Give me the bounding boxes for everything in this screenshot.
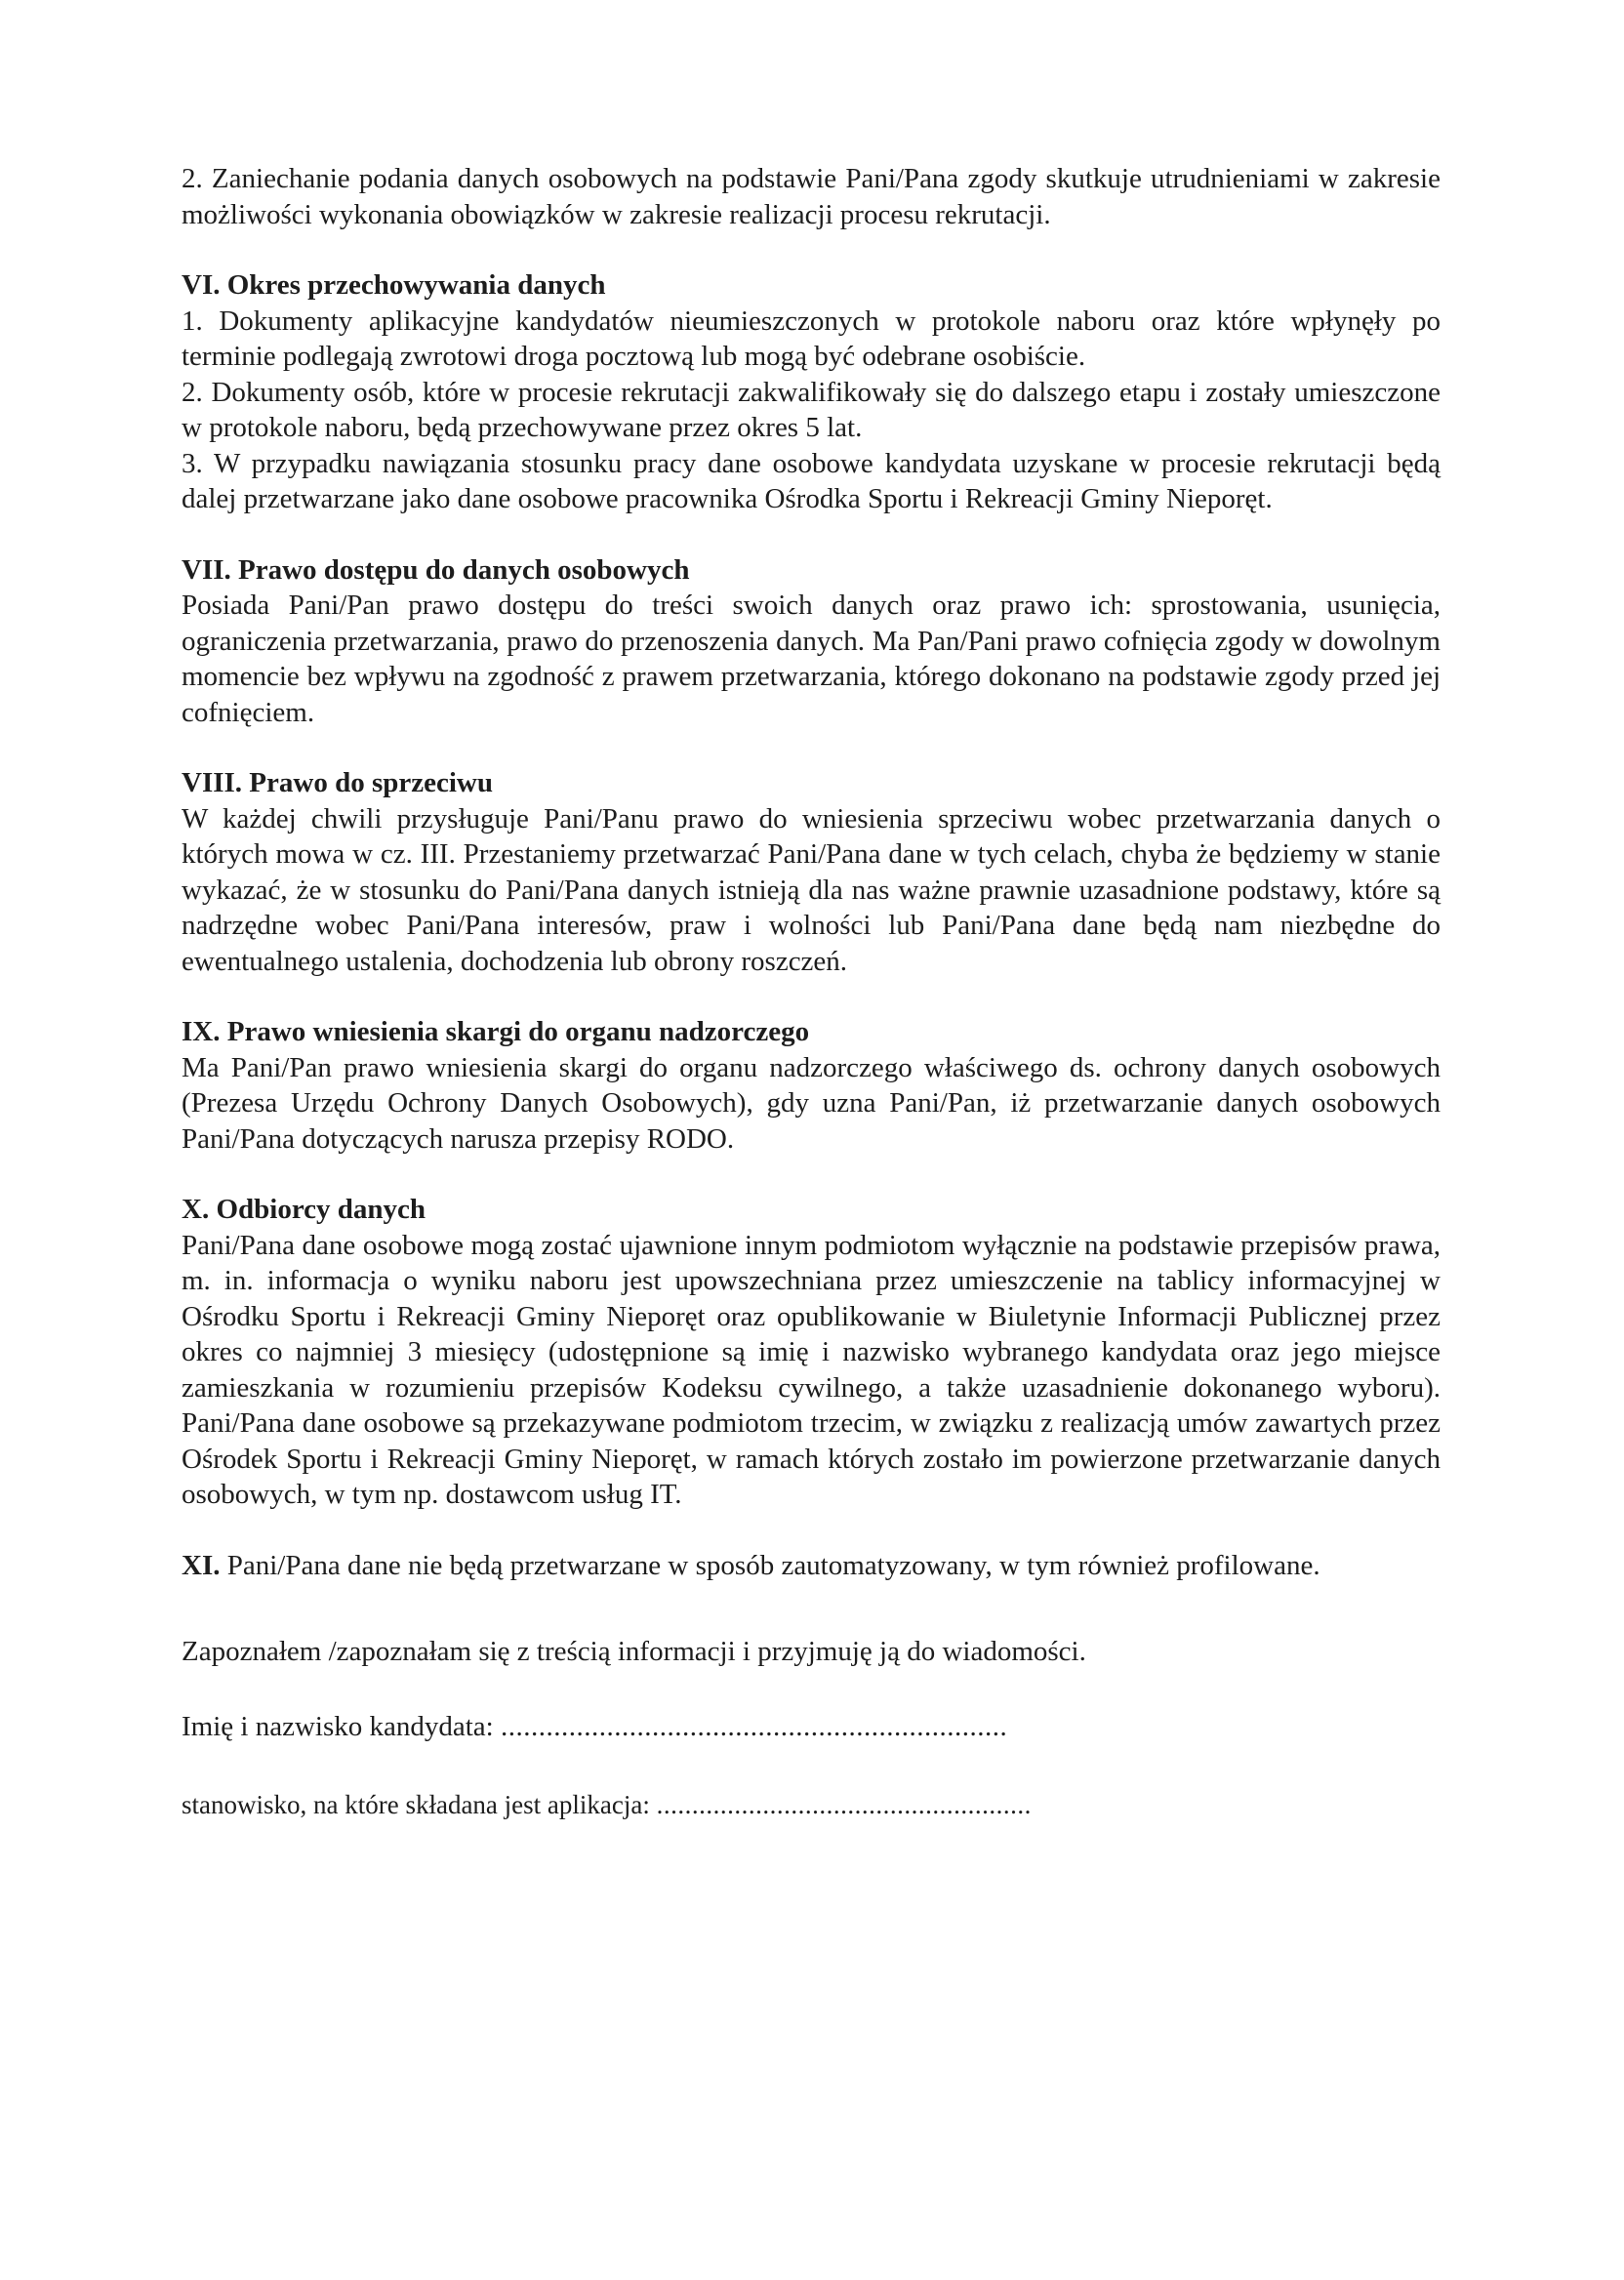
section-xi: [182, 1548, 1441, 1584]
section-viii: [182, 765, 1441, 979]
section-heading: X. Odbiorcy danych: [182, 1194, 426, 1225]
paragraph: Pani/Pana dane osobowe mogą zostać ujawnione innym podmiotom wyłącznie na podstawie przepisów prawa, m. in. informacja o wyniku naboru jest upowszechniana przez umieszczenie na tablicy informacyjnej w Ośrodku Sportu i Rekreacji Gminy Nieporęt oraz opublikowanie w Biuletynie Informacji Publicznej przez okres co najmniej 3 miesięcy (udostępnione są imię i nazwisko wybranego kandydata oraz jego miejsce zamieszkania w rozumieniu przepisów Kodeksu cywilnego, a także uzasadnienie dokonanego wyboru). Pani/Pana dane osobowe są przekazywane podmiotom trzecim, w związku z realizacją umów zawartych przez Ośrodek Sportu i Rekreacji Gminy Nieporęt, w ramach których zostało im powierzone przetwarzanie danych osobowych, w tym np. dostawcom usług IT.: [182, 1229, 1441, 1510]
position-blank: .....................................................: [656, 1790, 1032, 1819]
section-heading: VII. Prawo dostępu do danych osobowych: [182, 553, 690, 586]
section-vi: [182, 267, 1441, 517]
section-ix: [182, 1014, 1441, 1157]
section-vii: [182, 552, 1441, 731]
section-x: [182, 1192, 1441, 1513]
candidate-name-label: Imię i nazwisko kandydata:: [182, 1710, 501, 1742]
document-page: [182, 161, 1441, 1823]
section-v-continuation: [182, 161, 1441, 232]
paragraph: W każdej chwili przysługuje Pani/Panu prawo do wniesienia sprzeciwu wobec przetwarzania danych o których mowa w cz. III. Przestaniemy przetwarzać Pani/Pana dane w tych celach, chyba że będziemy w stanie wykazać, że w stosunku do Pani/Pana danych istnieją dla nas ważne prawnie uzasadnione podstawy, które są nadrzędne wobec Pani/Pana interesów, praw i wolności lub Pani/Pana dane będą nam niezbędne do ewentualnego ustalenia, dochodzenia lub obrony roszczeń.: [182, 802, 1441, 977]
position-field: [182, 1787, 1441, 1823]
position-label: stanowisko, na które składana jest aplikacja:: [182, 1790, 657, 1819]
paragraph: 3. W przypadku nawiązania stosunku pracy dane osobowe kandydata uzyskane w procesie rekrutacji będą dalej przetwarzane jako dane osobowe pracownika Ośrodka Sportu i Rekreacji Gminy Nieporęt.: [182, 447, 1441, 514]
paragraph: 1. Dokumenty aplikacyjne kandydatów nieumieszczonych w protokole naboru oraz które wpłynęły po terminie podlegają zwrotowi droga pocztową lub mogą być odebrane osobiście.: [182, 305, 1441, 372]
paragraph: Ma Pani/Pan prawo wniesienia skargi do organu nadzorczego właściwego ds. ochrony danych osobowych (Prezesa Urzędu Ochrony Danych Osobowych), gdy uzna Pani/Pan, iż przetwarzanie danych osobowych Pani/Pana dotyczących narusza przepisy RODO.: [182, 1051, 1441, 1155]
candidate-name-field: [182, 1709, 1441, 1745]
paragraph: 2. Dokumenty osób, które w procesie rekrutacji zakwalifikowały się do dalszego etapu i zostały umieszczone w protokole naboru, będą przechowywane przez okres 5 lat.: [182, 376, 1441, 443]
acknowledgement-statement: Zapoznałem /zapoznałam się z treścią informacji i przyjmuję ją do wiadomości.: [182, 1636, 1086, 1667]
section-xi-text: Pani/Pana dane nie będą przetwarzane w sposób zautomatyzowany, w tym również profilowane.: [220, 1549, 1320, 1581]
candidate-name-blank: ...................................................................: [500, 1710, 1008, 1742]
section-xi-label: XI.: [182, 1549, 221, 1581]
paragraph: 2. Zaniechanie podania danych osobowych na podstawie Pani/Pana zgody skutkuje utrudnieniami w zakresie możliwości wykonania obowiązków w zakresie realizacji procesu rekrutacji.: [182, 163, 1441, 230]
section-heading: IX. Prawo wniesienia skargi do organu nadzorczego: [182, 1016, 810, 1047]
section-heading: VI. Okres przechowywania danych: [182, 269, 606, 301]
paragraph: Posiada Pani/Pan prawo dostępu do treści swoich danych oraz prawo ich: sprostowania, usunięcia, ograniczenia przetwarzania, prawo do przenoszenia danych. Ma Pan/Pani prawo cofnięcia zgody w dowolnym momencie bez wpływu na zgodność z prawem przetwarzania, którego dokonano na podstawie zgody przed jej cofnięciem.: [182, 590, 1441, 728]
section-heading: VIII. Prawo do sprzeciwu: [182, 767, 493, 798]
